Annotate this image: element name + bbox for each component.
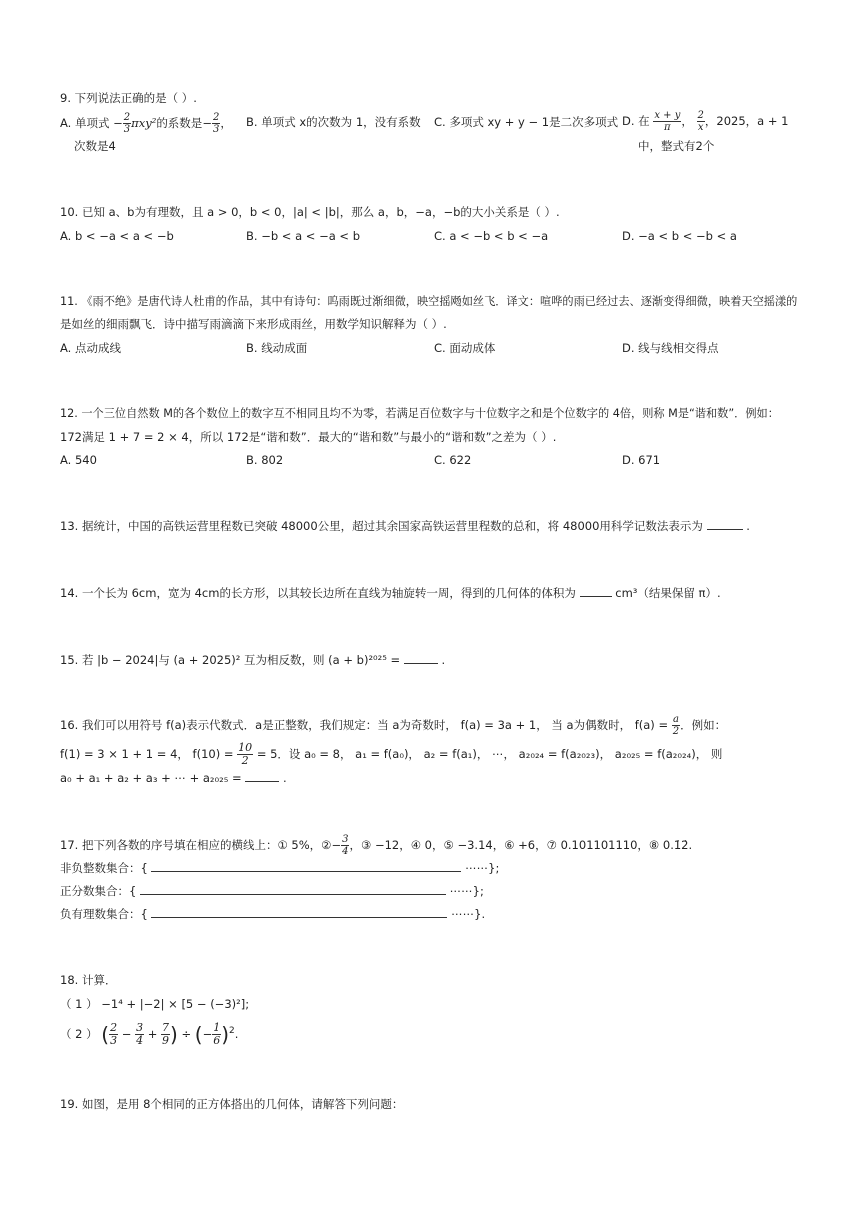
q17-stem: 17. 把下列各数的序号填在相应的横线上：① 5%，②− $\frac{3}{4}$ ，③ −12，④ 0，⑤ −3.14，⑥ +6，⑦ 0.101101110，⑧ 0.1̇2̇. — [60, 834, 693, 857]
q9-a-minus: − — [113, 116, 123, 130]
q17-blank-1[interactable] — [151, 860, 461, 872]
q15-text: 15. 若 |b − 2024|与 (a + 2025)² 互为相反数，则 (a + b)²⁰²⁵ = . — [60, 653, 446, 667]
q13-text: 13. 据统计，中国的高铁运营里程数已突破 48000公里，超过其余国家高铁运营里程数的总和，将 48000用科学记数法表示为 . — [60, 519, 750, 533]
q19-stem: 19. 如图，是用 8个相同的正方体搭出的几何体，请解答下列问题： — [60, 1097, 404, 1111]
q16-frac-a-over-2: $\frac{a}{2}$ — [672, 714, 680, 737]
q17-set-negative-rationals: 负有理数集合：{ ⋯⋯}. — [60, 907, 486, 921]
q9-option-b: B. 单项式 x的次数为 1，没有系数 — [246, 115, 421, 129]
q16-frac-10-over-2: $\frac{10}{2}$ — [238, 741, 253, 767]
q15-answer-blank[interactable] — [404, 652, 438, 664]
q10-stem: 10. 已知 a、b为有理数，且 a > 0，b < 0，|a| < |b|，那么 a，b，−a，−b的大小关系是（ ）. — [60, 205, 560, 219]
q10-option-a: A. b < −a < a < −b — [60, 229, 174, 243]
q17-blank-2[interactable] — [140, 883, 446, 895]
q17-set-nonneg-integers: 非负整数集合：{ ⋯⋯}; — [60, 861, 500, 875]
q10-option-d: D. −a < b < −b < a — [622, 229, 737, 243]
q11-option-b: B. 线动成面 — [246, 341, 308, 355]
q16-line-3: a₀ + a₁ + a₂ + a₃ + ⋯ + a₂₀₂₅ = . — [60, 771, 287, 785]
q17-blank-3[interactable] — [151, 906, 447, 918]
q17-set-positive-fractions: 正分数集合：{ ⋯⋯}; — [60, 884, 484, 898]
q14-text: 14. 一个长为 6cm，宽为 4cm的长方形，以其较长边所在直线为轴旋转一周，得到的几何体的体积为 cm³（结果保留 π）. — [60, 586, 721, 600]
q9-option-d-cont: 中，整式有2个 — [638, 139, 715, 153]
q12-option-b: B. 802 — [246, 453, 284, 467]
q9-a-term: πxy² — [131, 116, 157, 130]
q9-option-a: A. 单项式 − $\frac{2}{3}$ πxy²的系数是− $\frac{2}{3}$ ， — [60, 112, 232, 135]
q10-option-b: B. −b < a < −a < b — [246, 229, 361, 243]
q12-stem-1: 12. 一个三位自然数 M的各个数位上的数字互不相同且均不为零，若满足百位数字与十位数字之和是个位数字的 4倍，则称 M是“谐和数”．例如： — [60, 407, 779, 420]
q12-option-a: A. 540 — [60, 453, 97, 467]
q9-option-d: D. 在 $\frac{x + y}{\pi}$ ， $\frac{2}{x}$ ，2025，a + 1 — [622, 110, 789, 133]
q13-answer-blank[interactable] — [707, 518, 743, 530]
q11-stem-2: 是如丝的细雨飘飞．诗中描写雨滴滴下来形成雨丝，用数学知识解释为（ ）. — [60, 317, 447, 331]
q12-option-d: D. 671 — [622, 453, 661, 467]
q17-frac-3-over-4: $\frac{3}{4}$ — [342, 834, 349, 857]
q18-stem: 18. 计算． — [60, 973, 117, 987]
q18-part-1: （ 1 ） −1⁴ + |−2| × [5 − (−3)²]; — [60, 997, 250, 1011]
q18-part-2: （ 2 ） ( $\frac{2}{3}$ − $\frac{3}{4}$ + $\frac{7}{9}$ ) ÷ (− $\frac{1}{6}$ )$^2$. — [60, 1021, 239, 1047]
q14-answer-blank[interactable] — [580, 585, 612, 597]
q9-option-a-cont: 次数是4 — [74, 139, 116, 153]
q11-option-d: D. 线与线相交得点 — [622, 341, 719, 355]
q9-a-prefix: A. 单项式 — [60, 116, 114, 130]
q9-d-frac2: $\frac{2}{x}$ — [697, 110, 704, 133]
q11-stem-1: 11. 《雨不绝》是唐代诗人杜甫的作品，其中有诗句：呜雨既过渐细微，映空摇飏如丝飞．译文：喧哗的雨已经过去、逐渐变得细微，映着天空摇漾的 — [60, 295, 798, 308]
q9-a-frac: $\frac{2}{3}$ — [123, 112, 131, 135]
q9-a-mid: 的系数是 — [156, 116, 203, 130]
q16-line-2: f(1) = 3 × 1 + 1 = 4， f(10) = $\frac{10}{2}$ = 5．设 a₀ = 8， a₁ = f(a₀)， a₂ = f(a₁)， ⋯， a₂₀₂₄ = f(a₂₀₂₃)， a₂₀₂₅ = f(a₂₀₂₄)， 则 — [60, 741, 723, 767]
q9-stem: 9. 下列说法正确的是（ ）. — [60, 91, 197, 105]
q16-line-1: 16. 我们可以用符号 f(a)表示代数式．a是正整数，我们规定：当 a为奇数时， f(a) = 3a + 1， 当 a为偶数时， f(a) = $\frac{a}{2}$ ．例如： — [60, 714, 727, 737]
q9-a-frac2: $\frac{2}{3}$ — [212, 112, 220, 135]
q16-answer-blank[interactable] — [245, 770, 279, 782]
q9-d-frac1: $\frac{x + y}{\pi}$ — [654, 110, 681, 133]
q11-option-a: A. 点动成线 — [60, 341, 121, 355]
q9-option-c: C. 多项式 xy + y − 1是二次多项式 — [434, 115, 619, 129]
q11-option-c: C. 面动成体 — [434, 341, 496, 355]
q12-stem-2: 172满足 1 + 7 = 2 × 4，所以 172是“谐和数”．最大的“谐和数”与最小的“谐和数”之差为（ ）. — [60, 430, 557, 444]
q10-option-c: C. a < −b < b < −a — [434, 229, 549, 243]
q12-option-c: C. 622 — [434, 453, 472, 467]
